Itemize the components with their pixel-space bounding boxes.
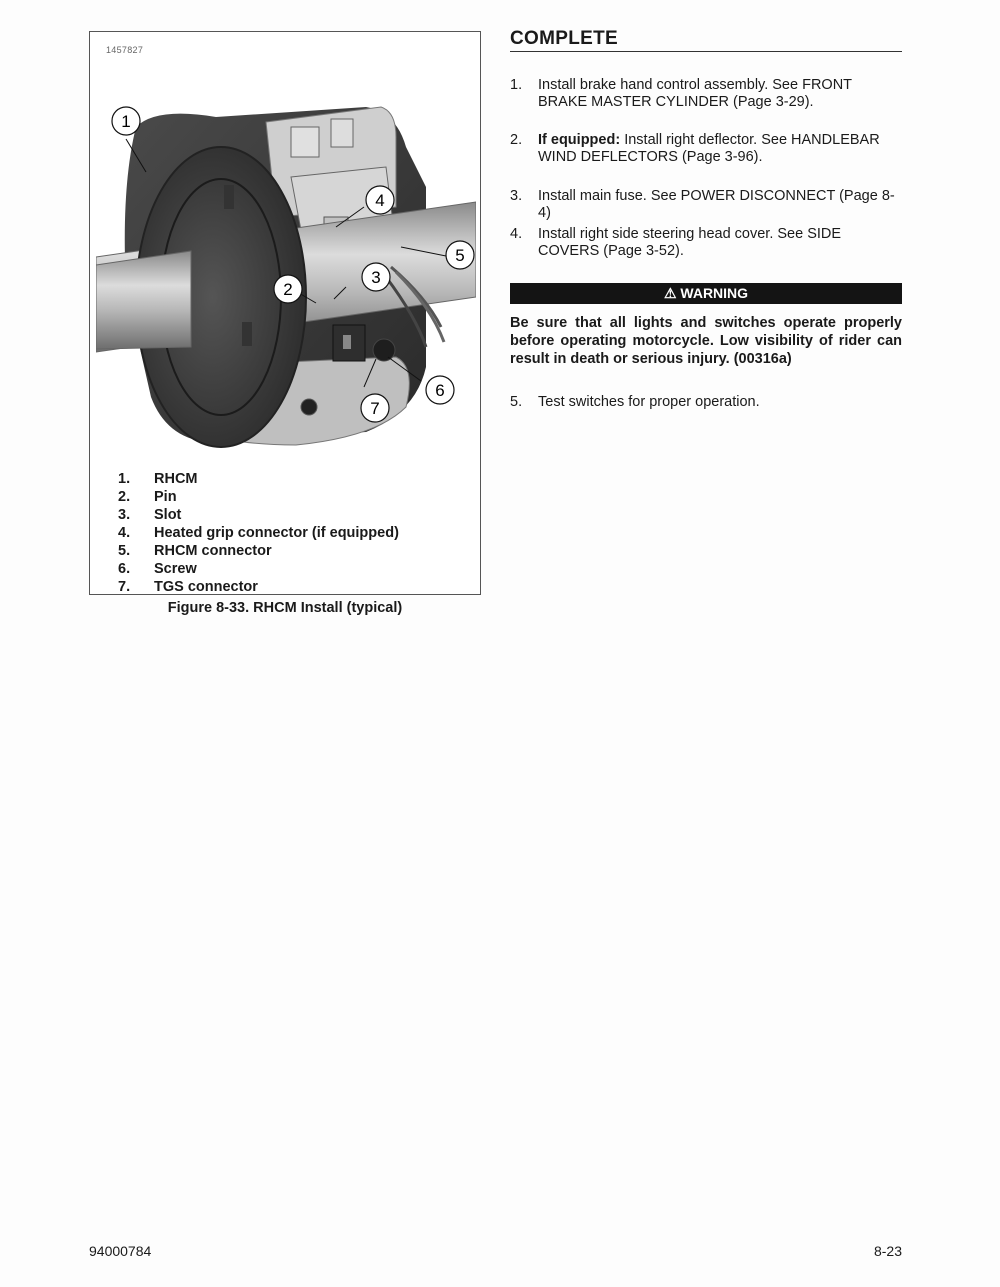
warning-text: Be sure that all lights and switches operate properly before operating motorcycle. Low visibility of rider can result in death or serious injury. (00316a) (510, 315, 902, 367)
step-1: 1. Install brake hand control assembly. See FRONT BRAKE MASTER CYLINDER (Page 3-29). (510, 77, 852, 110)
callout-6 (426, 376, 454, 404)
svg-text:7: 7 (370, 399, 380, 418)
warning-label: WARNING (680, 285, 749, 301)
svg-text:6: 6 (435, 381, 445, 400)
figure-caption: Figure 8-33. RHCM Install (typical) (167, 600, 403, 616)
warning-header (510, 283, 902, 304)
step-5: 5. Test switches for proper operation. (510, 394, 760, 410)
doc-number: 94000784 (89, 1243, 152, 1259)
figure-box (89, 31, 481, 595)
step-2: 2. If equipped: Install right deflector. See HANDLEBAR WIND DEFLECTORS (Page 3-96). (510, 132, 880, 165)
step-4: 4. Install right side steering head cover. See SIDE COVERS (Page 3-52). (510, 226, 842, 259)
callout-5 (446, 241, 474, 269)
figure-id: 1457827 (106, 45, 144, 55)
figure-legend (118, 470, 399, 596)
section-title: COMPLETE (510, 28, 902, 52)
callout-3 (362, 263, 390, 291)
warning-icon: ⚠ (663, 285, 677, 301)
callout-2 (274, 275, 302, 303)
legend-item: 3. Slot (118, 507, 182, 523)
svg-text:3: 3 (371, 268, 381, 287)
svg-text:4: 4 (375, 191, 385, 210)
legend-item: 6. Screw (118, 561, 197, 577)
callout-7 (361, 394, 389, 422)
svg-text:2: 2 (283, 280, 293, 299)
page-number: 8-23 (873, 1243, 902, 1259)
svg-text:1: 1 (121, 112, 131, 131)
step-3: 3. Install main fuse. See POWER DISCONNECT (Page 8-4) (510, 188, 895, 221)
rhcm-illustration (96, 67, 476, 452)
callout-4 (366, 186, 394, 214)
legend-item: 4. Heated grip connector (if equipped) (118, 525, 399, 541)
legend-item: 7. TGS connector (118, 579, 258, 595)
callout-1 (112, 107, 140, 135)
svg-text:5: 5 (455, 246, 465, 265)
legend-item: 2. Pin (118, 489, 177, 505)
legend-item: 1. RHCM (118, 471, 198, 487)
legend-item: 5. RHCM connector (118, 543, 272, 559)
